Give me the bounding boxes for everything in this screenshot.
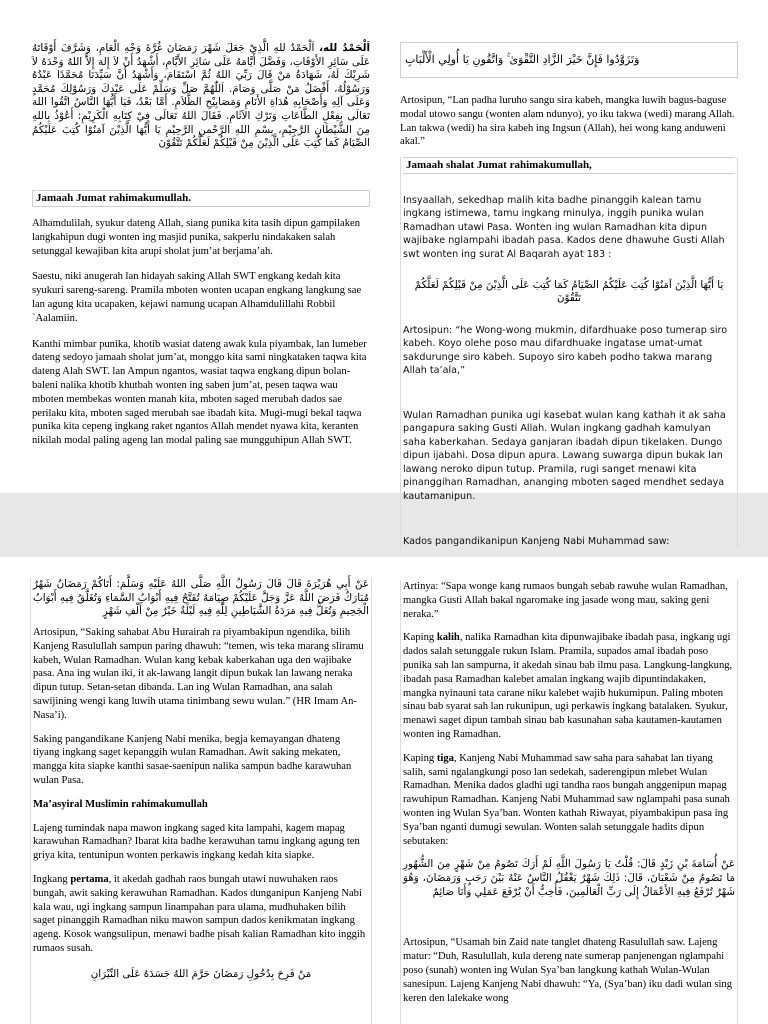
arabic-hadith-abu-hurairah: عَنْ أَبِي هُرَيْرَةَ قَالَ قَالَ رَسُولُ اللَّهِ صَلَّى اللهُ عَلَيْهِ وَسَلَّمَ: أَتَاكُمْ رَمَضَانُ شَهْرٌ مُبَارَكٌ فَرَضَ اللَّهُ عَزَّ وَجَلَّ عَلَيْكُمْ صِيَامَهُ تُفَتَّحُ فِيهِ أَبْوَابُ السَّمَاءِ وَتُغَلَّقُ فِيهِ أَبْوَابُ الْجَحِيمِ وَتُغَلُّ فِيهِ مَرَدَةُ الشَّيَاطِينِ لِلَّهِ فِيهِ لَيْلَةٌ خَيْرٌ مِنْ أَلْفِ شَهْرٍ xyxy=(33,578,369,618)
page2-right-column xyxy=(400,580,738,1024)
paragraph-insyaallah: Insyaallah, sekedhap malih kita badhe pinanggih kalean tamu ingkang istimewa, tamu ingkang minulya, inggih punika wulan Ramadhan utawi Pasa. Wonten ing wulan Ramadhan kita dipun wajibake nglampahi ibadah pasa. Kados dene dhawuhe Gusti Allah swt wonten ing surat Al Baqarah ayat 183 : xyxy=(403,194,725,260)
paragraph-kados-pangandikanipun: Kados pangandikanipun Kanjeng Nabi Muhammad saw: xyxy=(403,535,670,547)
paragraph-alhamdulilah: Alhamdulilah, syukur dateng Allah, siang punika kita tasih dipun gampilaken langkahipun dugi wonten ing masjid punika, sakperlu nindakaken salah setunggal kewajiban kita arupi sholat jum’at berjama’ah. xyxy=(32,218,361,257)
arabic-verse-taqwa: وَتَزَوَّدُوا فَإِنَّ خَيْرَ الزَّادِ التَّقْوَىٰ ۚ وَاتَّقُونِ يَا أُولِي الْأَلْبَابِ xyxy=(405,53,640,66)
page1-right-column xyxy=(400,42,738,547)
translation-hadith-usamah: Artosipun, “Usamah bin Zaid nate tanglet dhateng Rasulullah saw. Lajeng matur: “Duh, Rasulullah, kula dereng nate sumerap panjenengan nglampahi poso (sunah) wonten ing Wulan Sya’ban langkung kathah Wulan-Wulan sanesipun. Lajeng Kanjeng Nabi dhawuh: “Ya, (Sya’ban) iku dadi wulan sing keren den lalekake wong xyxy=(403,937,733,1004)
paragraph-wulan-ramadhan: Wulan Ramadhan punika ugi kasebat wulan kang kathah it ak saha pangapura saking Gusti Allah. Wulan ingkang gadhah kamulyan saha kaberkahan. Sedaya ganjaran ibadah dipun tikelaken. Dungo dipun ijabahi. Dosa dipun apura. Lawang suwarga dipun bukak lan lawang neroko dipun tutup. Pramila, rugi sanget menawi kita pinanggihan Ramadhan, ananging mboten saged mendhet sedaya kautamanipun. xyxy=(403,409,726,502)
arabic-hadith-usamah: عَنْ أُسَامَةَ بْنِ زَيْدٍ قَالَ: قُلْتُ يَا رَسُولَ اللَّهِ لَمْ أَرَكَ تَصُومُ مِنْ شَهْرٍ مِنَ الشُّهُورِ مَا تَصُومُ مِنْ شَعْبَانَ، قَالَ: ذَلِكَ شَهْرٌ يَغْفُلُ النَّاسُ عَنْهُ بَيْنَ رَجَبٍ وَرَمَضَانَ، وَهُوَ شَهْرٌ تُرْفَعُ فِيهِ الأَعْمَالُ إِلَى رَبِّ الْعَالَمِينَ، فَأُحِبُّ أَنْ يُرْفَعَ عَمَلِي وَأَنَا صَائِمٌ xyxy=(403,858,735,898)
paragraph-kanthi-mimbar: Kanthi mimbar punika, khotib wasiat dateng awak kula piyambak, lan lumeber dateng sedoyo jamaah sholat jum’at, monggo kita sami ningkataken taqwa kita dateng Alah SWT. lan Ampun ngantos, wasiat taqwa engkang dipun bolan-baleni nalika khotib khutbah wonten ing saben jum’at, pesen taqwa wau mboten membekas wonten manah kita, mboten saged merubah dados sae perilaku kita, mboten saged merubah sae ibadah kita. Mugi-mugi bekal taqwa punika kita cepeng ingkang raket ngantos Allah mendet nyawa kita, keranten nikilah modal paling ageng lan modal paling sae mungguhipun Allah SWT. xyxy=(32,338,367,447)
paragraph-kaping-kalih: Kaping kalih, nalika Ramadhan kita dipunwajibake ibadah pasa, ingkang ugi dados salah setunggale rukun Islam. Pramila, supados amal ibadah poso punika sah lan sampurna, it akedah sinau bab ilmu pasa. Langkung-langkung, ibadah pasa Ramadhan kalebet amalan ingkang wajib dipuntindakaken, mangka nyinauni tata carane niku kalebet wajib hukumipun. Paling mboten sinau bab syarat sah lan rukunipun, ugi perkawis ingkang batalaken. Syukur, menawi saget dipun tambah sinau bab kasunahan saha kautamen-kautamen wonten ing Ramadhan. xyxy=(403,632,733,740)
paragraph-kaping-tiga: Kaping tiga, Kanjeng Nabi Muhammad saw saha para sahabat lan tiyang salih, sami ngalangkungi poso lan sedekah, saderengipun mlebet Wulan Ramadhan. Menika dados gladhi ugi tandha raos bungah anggenipun mapag rawuhipun Ramadhan. Kanjeng Nabi Muhammad saw nglampahi pasa sunah wonten ing Wulan Sya’ban. Wonten kathah Riwayat, piyambakipun pasa ing Sya’ban nganti dumugi sewulan. Wonten salah setunggale hadits dipun sebutaken: xyxy=(403,752,730,847)
paragraph-saestu: Saestu, niki anugerah lan hidayah saking Allah SWT engkang kedah kita syukuri sareng-sareng. Pramila mboten wonten ucapan engkang langkung sae lan agung kita ucapaken, kejawi namung ucapan Alhamdulillahi Robbil `Aalamiin. xyxy=(32,271,362,324)
page1-left-column xyxy=(32,42,370,482)
translation-al-baqarah-183: Artosipun: “he Wong-wong mukmin, difardhuake poso tumerap siro kabeh. Koyo olehe poso mau difardhuake ingatase umat-umat sakdurunge siro kabeh. Supoyo siro kabeh podho takwa marang Allah ta’ala,” xyxy=(403,324,728,377)
paragraph-saking-pangandikane: Saking pangandikane Kanjeng Nabi menika, begja kemayangan dhateng tiyang ingkang saget kepanggih wulan Ramadhan. Awit saking mekaten, mangga kita siapke kanthi sasae-saenipun nalika sampun badhe karawuhan wulan Pasa. xyxy=(33,733,352,786)
section-heading-jamaah-shalat: Jamaah shalat Jumat rahimakumullah, xyxy=(403,157,735,174)
arabic-opening-prayer: اَلْحَمْدُ لله، اَلْحَمْدُ للهِ الَّذِيْ جَعَلَ شَهْرَ رَمَضَانَ غُرَّةَ وَجْهِ الْعَامِ، وَشَرَّفَ أَوْقَاتَهُ عَلَى سَائِرِ الأَوْقَاتِ، وَفَضَّلَ أَيَّامَهُ عَلَى سَائِرِ الأَيَّامِ، أَشْهَدُ أَنْ لاَ إِلهَ إِلاَّ اللهُ وَحْدَهُ لاَ شَرِيْكَ لَهُ، شَهَادَةُ مَنْ قَالَ رَبِّيَ اللهُ ثُمَّ اسْتَقَامَ، وَأَشْهَدُ أَنَّ سَيِّدَنَا مُحَمَّدًا عَبْدُهُ وَرَسُوْلُهُ، أَفْضَلُ مَنْ صَلَّى وَصَامَ. اَللّٰهُمَّ صَلِّ وَسَلِّمْ عَلَى عَبْدِكَ وَرَسُوْلِكَ مُحَمَّدٍ وَعَلَى آلِهِ وَأَصْحَابِهِ هُدَاةِ الأَنَامِ وَمَصَابِيْحِ الظَّلاَمِ. أَمَّا بَعْدُ، فَيَا أَيُّهَا النَّاسُ اتَّقُوا اللهَ تَعَالَى بِفِعْلِ الطَّاعَاتِ وَتَرْكِ الآثَامِ. فَقَالَ اللهُ تَعَالَى فِيْ كِتَابِهِ الْكَرِيْمِ: أَعُوْذُ بِاللهِ مِنَ الشَّيْطَانِ الرَّجِيْمِ، بِسْمِ اللهِ الرَّحْمنِ الرَّحِيْمِ يَا أَيُّهَا الَّذِيْنَ آمَنُوْا كُتِبَ عَلَيْكُمُ الصِّيَامُ كَمَا كُتِبَ عَلَى الَّذِيْنَ مِنْ قَبْلِكُمْ لَعَلَّكُمْ تَتَّقُوْنَ xyxy=(32,42,370,150)
section-heading-maasyiral: Ma’asyiral Muslimin rahimakumullah xyxy=(33,798,208,810)
translation-man-fariha: Artinya: “Sapa wonge kang rumaos bungah sebab rawuhe wulan Ramadhan, mangka Gusti Allah bakal ngaromake ing jasade wong mau, saking geni neraka.” xyxy=(403,581,728,620)
section-heading-jamaah: Jamaah Jumat rahimakumullah. xyxy=(32,190,370,207)
arabic-man-fariha: مَنْ فَرِحَ بِدُخُولِ رَمَضَانَ حَرَّمَ اللهُ جَسَدَهُ عَلَى النِّيْرَانِ xyxy=(90,967,312,980)
paragraph-lajeng-tumindak: Lajeng tumindak napa mawon ingkang saged kita lampahi, kagem mapag karawuhan Ramadhan? Ibarat kita badhe kerawuhan tamu ingkang agung ten griya kita, tentunipun wonten perkawis ingkang kedah kita siapke. xyxy=(33,822,360,862)
page2-left-column xyxy=(30,578,372,1024)
translation-verse-taqwa: Artosipun, “Lan padha luruho sangu sira kabeh, mangka luwih bagus-baguse modal utowo sangu (wonten alam ndunyo), yo iku takwa (wedi) marang Allah. Lan takwa (wedi) ha sira kabeh ing Ingsun (Allah), hei wong kang anduweni akal.” xyxy=(400,95,735,148)
quran-verse-box xyxy=(400,42,738,78)
framed-section xyxy=(400,157,738,548)
arabic-verse-al-baqarah-183: يَا أَيُّهَا الَّذِيْنَ آمَنُوْا كُتِبَ عَلَيْكُمُ الصِّيَامُ كَمَا كُتِبَ عَلَى الَّذِيْنَ مِنْ قَبْلِكُمْ لَعَلَّكُمْ تَتَّقُوْنَ xyxy=(414,278,724,305)
translation-hadith-abu-hurairah: Artosipun, “Saking sahabat Abu Hurairah ra piyambakipun ngendika, bilih Kanjeng Rasulullah sampun paring dhawuh: “temen, wis teka marang sliramu kabeh, Wulan Ramadhan. Wulan kang kebak kaberkahan uga den wajibake pasa. Ana ing wulan iki, it ak-lawang langit dipun bukak lan lawang neraka dipun tutup. Setan-setan dibanda. Lan ing Wulan Ramadhan, ana salah sawijining wengi kang luwih utama tinimbang sewu wulan.” (HR Imam An-Nasa’i). xyxy=(33,627,364,721)
paragraph-pertama: Ingkang pertama, it akedah gadhah raos bungah utawi nuwuhaken raos bungah, awit saking kerawuhan Ramadhan. Kados dunganipun Kanjeng Nabi kala wau, ugi ingkang sampun linampahan para ulama, mudhuhaken bilih saget pinanggih Ramadhan niku mawon sampun dados kenikmatan ingkang ageng. Kosok wangsulipun, menawi badhe pisah kalian Ramadhan kito inggih rumaos susah. xyxy=(33,873,366,954)
